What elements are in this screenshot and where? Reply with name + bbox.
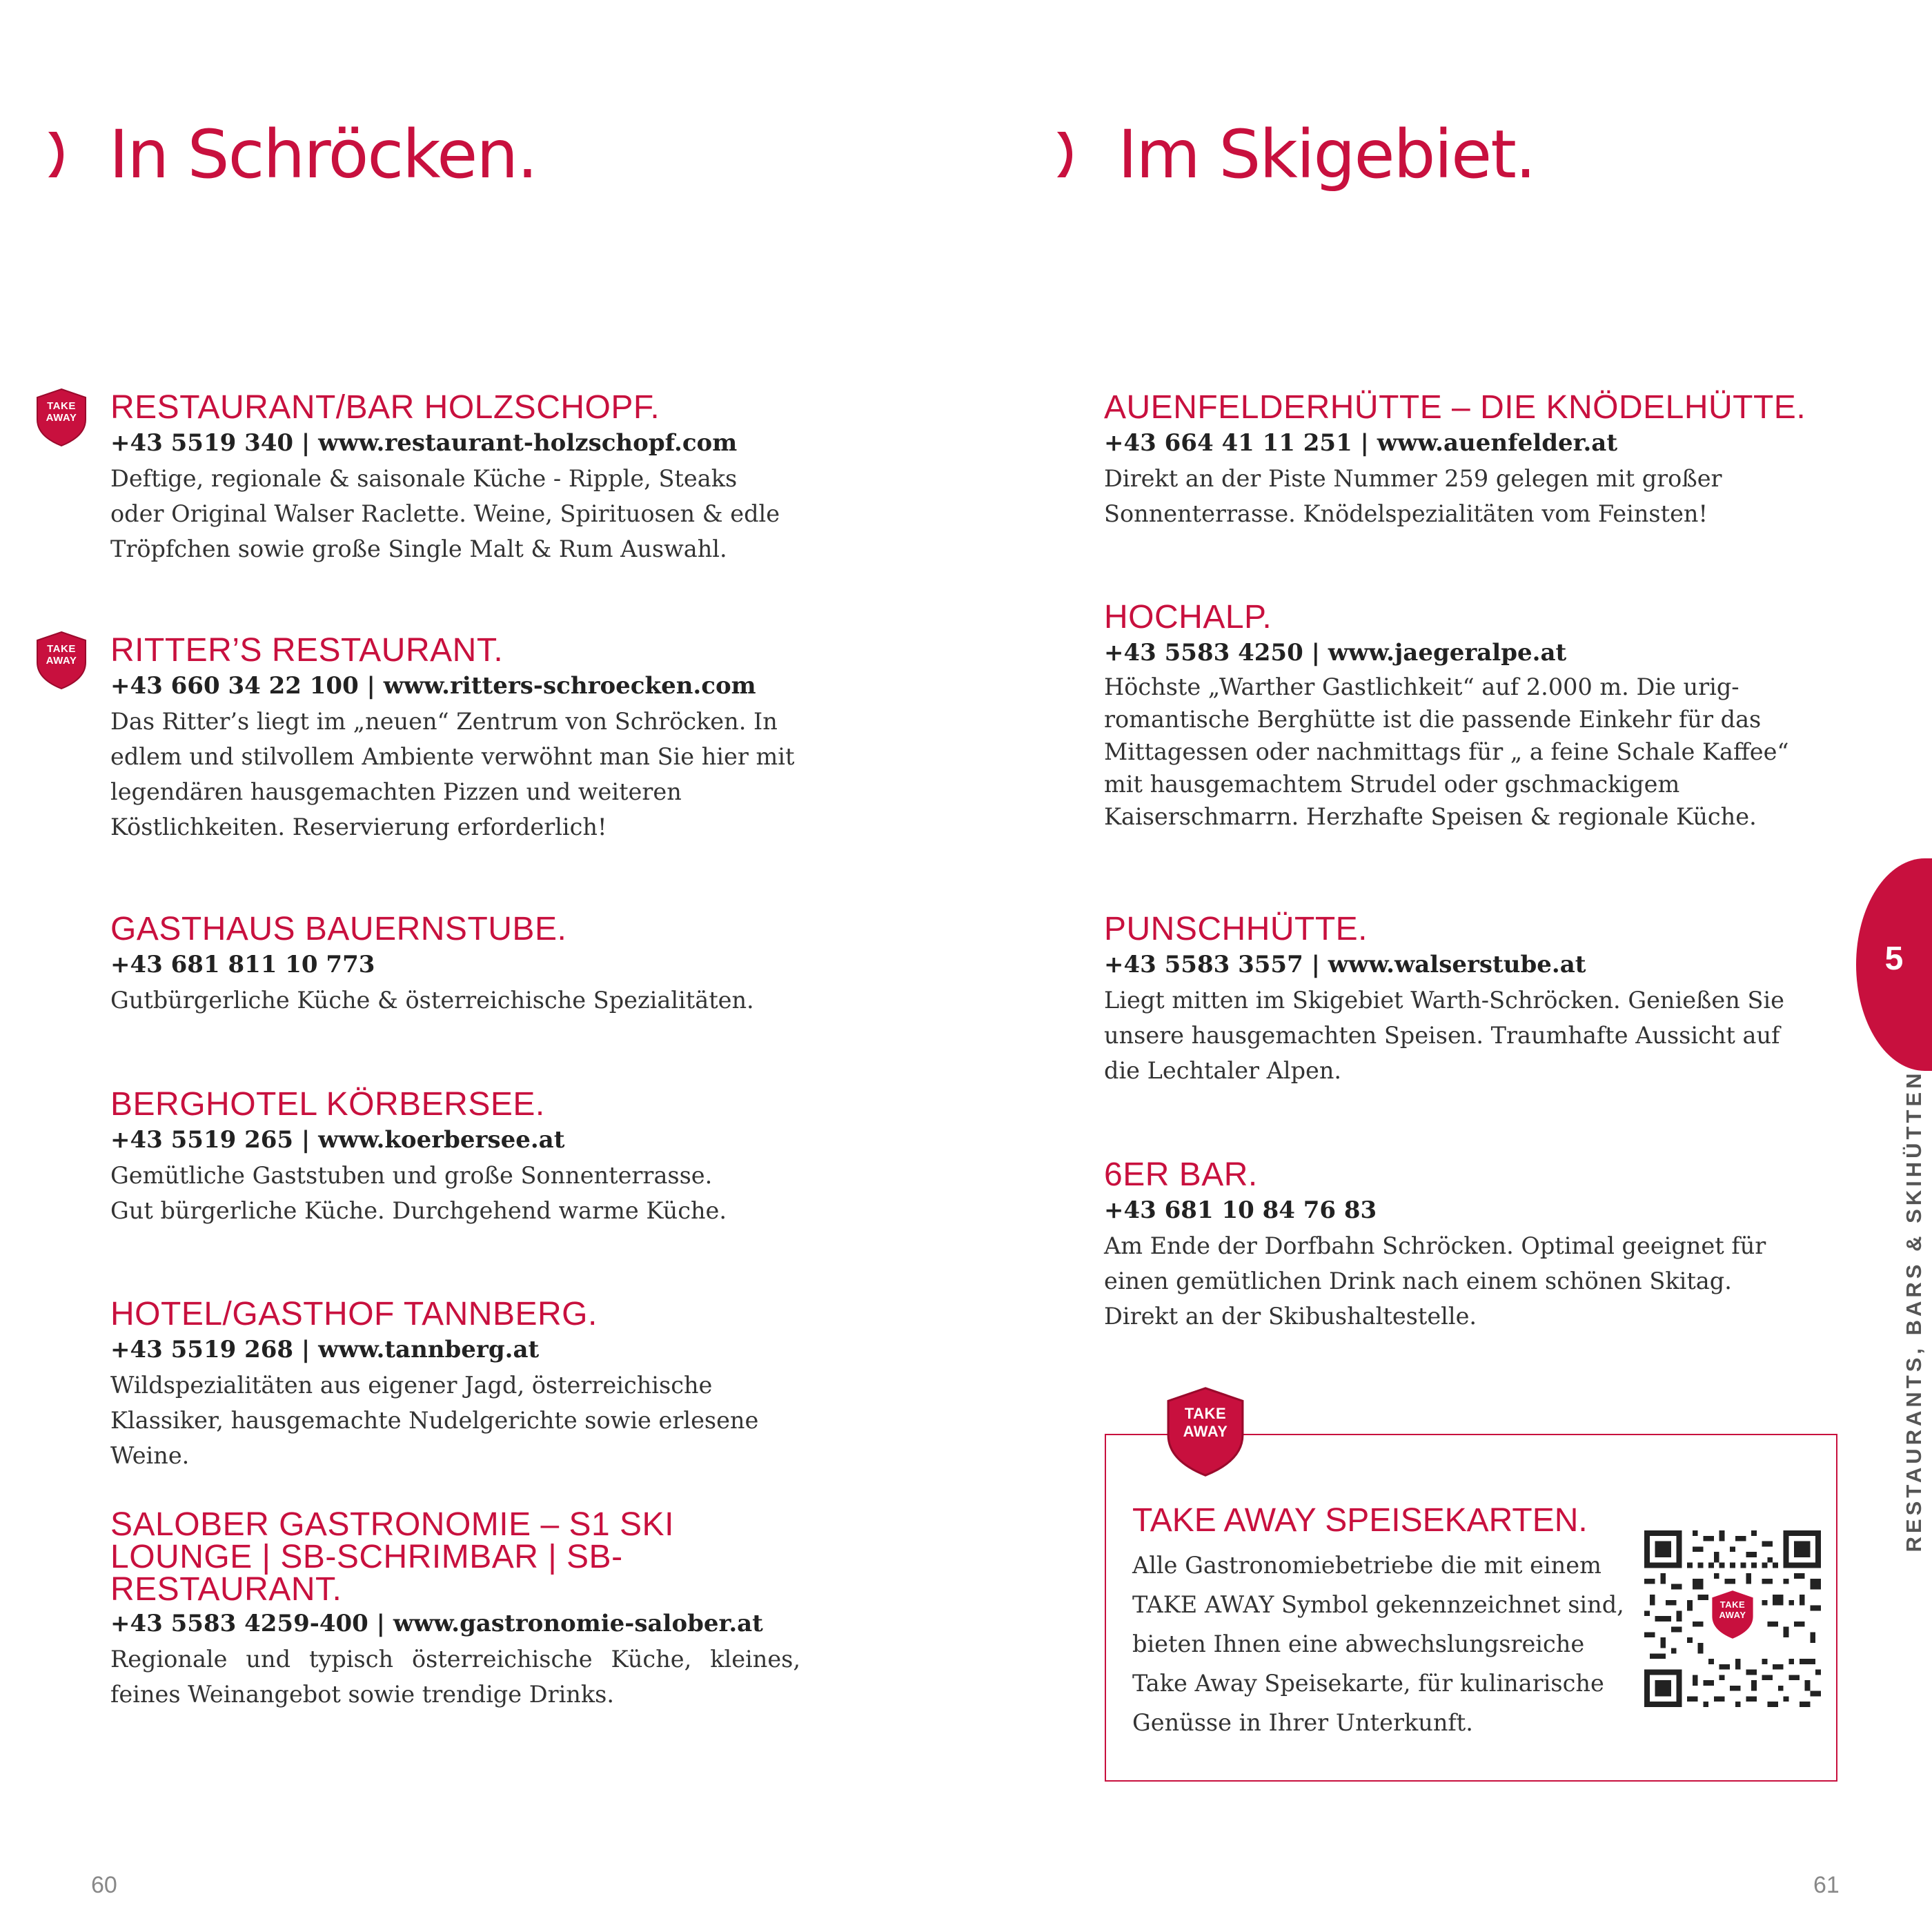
take-away-line: Alle Gastronomiebetriebe die mit einem [1132, 1552, 1601, 1579]
entry-contact: +43 660 34 22 100 | www.ritters-schroecken.com [110, 672, 756, 700]
restaurant-entry [110, 633, 842, 845]
right-section-title: Im Skigebiet. [1118, 116, 1535, 193]
restaurant-entry [110, 1087, 842, 1228]
entry-title: GASTHAUS BAUERNSTUBE. [110, 911, 567, 947]
right-section-heading [1056, 116, 1535, 193]
entry-description: Gutbürgerliche Küche & österreichische Spezialitäten. [110, 987, 754, 1014]
entry-contact: +43 681 811 10 773 [110, 951, 375, 978]
badge-line1: TAKE [47, 643, 76, 655]
badge-line2: AWAY [1183, 1423, 1228, 1440]
entry-description: Am Ende der Dorfbahn Schröcken. Optimal geeignet für einen gemütlichen Drink nach einem schönen Skitag. Direkt an der Skibushaltestelle. [1104, 1232, 1766, 1330]
entry-description: Gemütliche Gaststuben und große Sonnenterrasse. Gut bürgerliche Küche. Durchgehend warme Küche. [110, 1162, 727, 1224]
restaurant-entry [1104, 600, 1835, 833]
take-away-line: Genüsse in Ihrer Unterkunft. [1132, 1709, 1473, 1736]
entry-contact: +43 5519 265 | www.koerbersee.at [110, 1126, 565, 1154]
badge-line1: TAKE [1184, 1405, 1227, 1422]
qr-take-away-badge [1710, 1588, 1755, 1641]
entry-title: HOTEL/GASTHOF TANNBERG. [110, 1296, 598, 1332]
chapter-label: RESTAURANTS, BARS & SKIHÜTTEN [1902, 1070, 1926, 1552]
take-away-line: Take Away Speisekarte, für kulinarische [1132, 1670, 1604, 1697]
entry-description: Direkt an der Piste Nummer 259 gelegen mit großer Sonnenterrasse. Knödelspezialitäten vom Feinsten! [1104, 465, 1722, 527]
left-section-heading [47, 116, 537, 193]
entry-title: BERGHOTEL KÖRBERSEE. [110, 1086, 545, 1123]
take-away-badge [1166, 1386, 1245, 1478]
entry-contact: +43 681 10 84 76 83 [1104, 1196, 1377, 1224]
entry-title: HOCHALP. [1104, 599, 1272, 635]
restaurant-entry [1104, 912, 1835, 1088]
entry-title: SALOBER GASTRONOMIE – S1 SKI LOUNGE | SB-SCHRIMBAR | SB-RESTAURANT. [110, 1506, 674, 1608]
entry-contact: +43 5583 4259-400 | www.gastronomie-salober.at [110, 1610, 763, 1637]
take-away-line: TAKE AWAY Symbol gekennzeichnet sind, [1132, 1591, 1624, 1618]
entry-description: Wildspezialitäten aus eigener Jagd, österreichische Klassiker, hausgemachte Nudelgerichte sowie erlesene Weine. [110, 1372, 759, 1469]
chapter-number: 5 [1884, 940, 1904, 977]
entry-description: Liegt mitten im Skigebiet Warth-Schröcken. Genießen Sie unsere hausgemachten Speisen. Traumhafte Aussicht auf die Lechtaler Alpen. [1104, 987, 1784, 1084]
take-away-badge [36, 388, 87, 447]
restaurant-entry [1104, 391, 1835, 531]
entry-contact: +43 5519 268 | www.tannberg.at [110, 1336, 540, 1363]
badge-line2: AWAY [46, 655, 77, 667]
take-away-title: TAKE AWAY SPEISEKARTEN. [1132, 1502, 1588, 1539]
take-away-badge [36, 631, 87, 690]
take-away-line: bieten Ihnen eine abwechslungsreiche [1132, 1630, 1585, 1657]
entry-title: AUENFELDERHÜTTE – DIE KNÖDELHÜTTE. [1104, 389, 1806, 426]
take-away-description [1132, 1546, 1657, 1742]
restaurant-entry [110, 391, 842, 566]
entry-title: RESTAURANT/BAR HOLZSCHOPF. [110, 389, 660, 426]
restaurant-entry [1104, 1158, 1835, 1334]
entry-contact: +43 5583 3557 | www.walserstube.at [1104, 951, 1586, 978]
page-number-right: 61 [1813, 1872, 1840, 1898]
entry-title: 6ER BAR. [1104, 1156, 1258, 1193]
restaurant-entry [110, 1508, 842, 1712]
restaurant-entry [110, 912, 842, 1018]
page-number-left: 60 [91, 1872, 117, 1898]
entry-contact: +43 5583 4250 | www.jaegeralpe.at [1104, 639, 1567, 667]
badge-line2: AWAY [1719, 1610, 1746, 1620]
entry-description: Deftige, regionale & saisonale Küche - Ripple, Steaks oder Original Walser Raclette. Weine, Spirituosen & edle Tröpfchen sowie große Single Malt & Rum Auswahl. [110, 465, 780, 562]
entry-description: Regionale und typisch österreichische Küche, kleines, feines Weinangebot sowie trendige Drinks. [110, 1646, 800, 1708]
chevron-right-icon [47, 130, 70, 179]
chevron-right-icon [1056, 130, 1079, 179]
entry-contact: +43 5519 340 | www.restaurant-holzschopf.com [110, 429, 738, 457]
entry-title: PUNSCHHÜTTE. [1104, 911, 1368, 947]
restaurant-entry [110, 1297, 842, 1473]
badge-line2: AWAY [46, 412, 77, 424]
entry-description: Das Ritter’s liegt im „neuen“ Zentrum von Schröcken. In edlem und stilvollem Ambiente verwöhnt man Sie hier mit legendären hausgemachten Pizzen und weiteren Köstlichkeiten. Reservierung erforderlich! [110, 708, 795, 840]
badge-line1: TAKE [47, 400, 76, 412]
badge-line1: TAKE [1719, 1599, 1746, 1610]
left-section-title: In Schröcken. [109, 116, 537, 193]
entry-title: RITTER’S RESTAURANT. [110, 632, 504, 669]
entry-description: Höchste „Warther Gastlichkeit“ auf 2.000 m. Die urig-romantische Berghütte ist die passende Einkehr für das Mittagessen oder nachmittags für „ a feine Schale Kaffee“ mit hausgemachtem Strudel oder gschmackigem Kaiserschmarrn. Herzhafte Speisen & regionale Küche. [1104, 673, 1789, 830]
entry-contact: +43 664 41 11 251 | www.auenfelder.at [1104, 429, 1618, 457]
